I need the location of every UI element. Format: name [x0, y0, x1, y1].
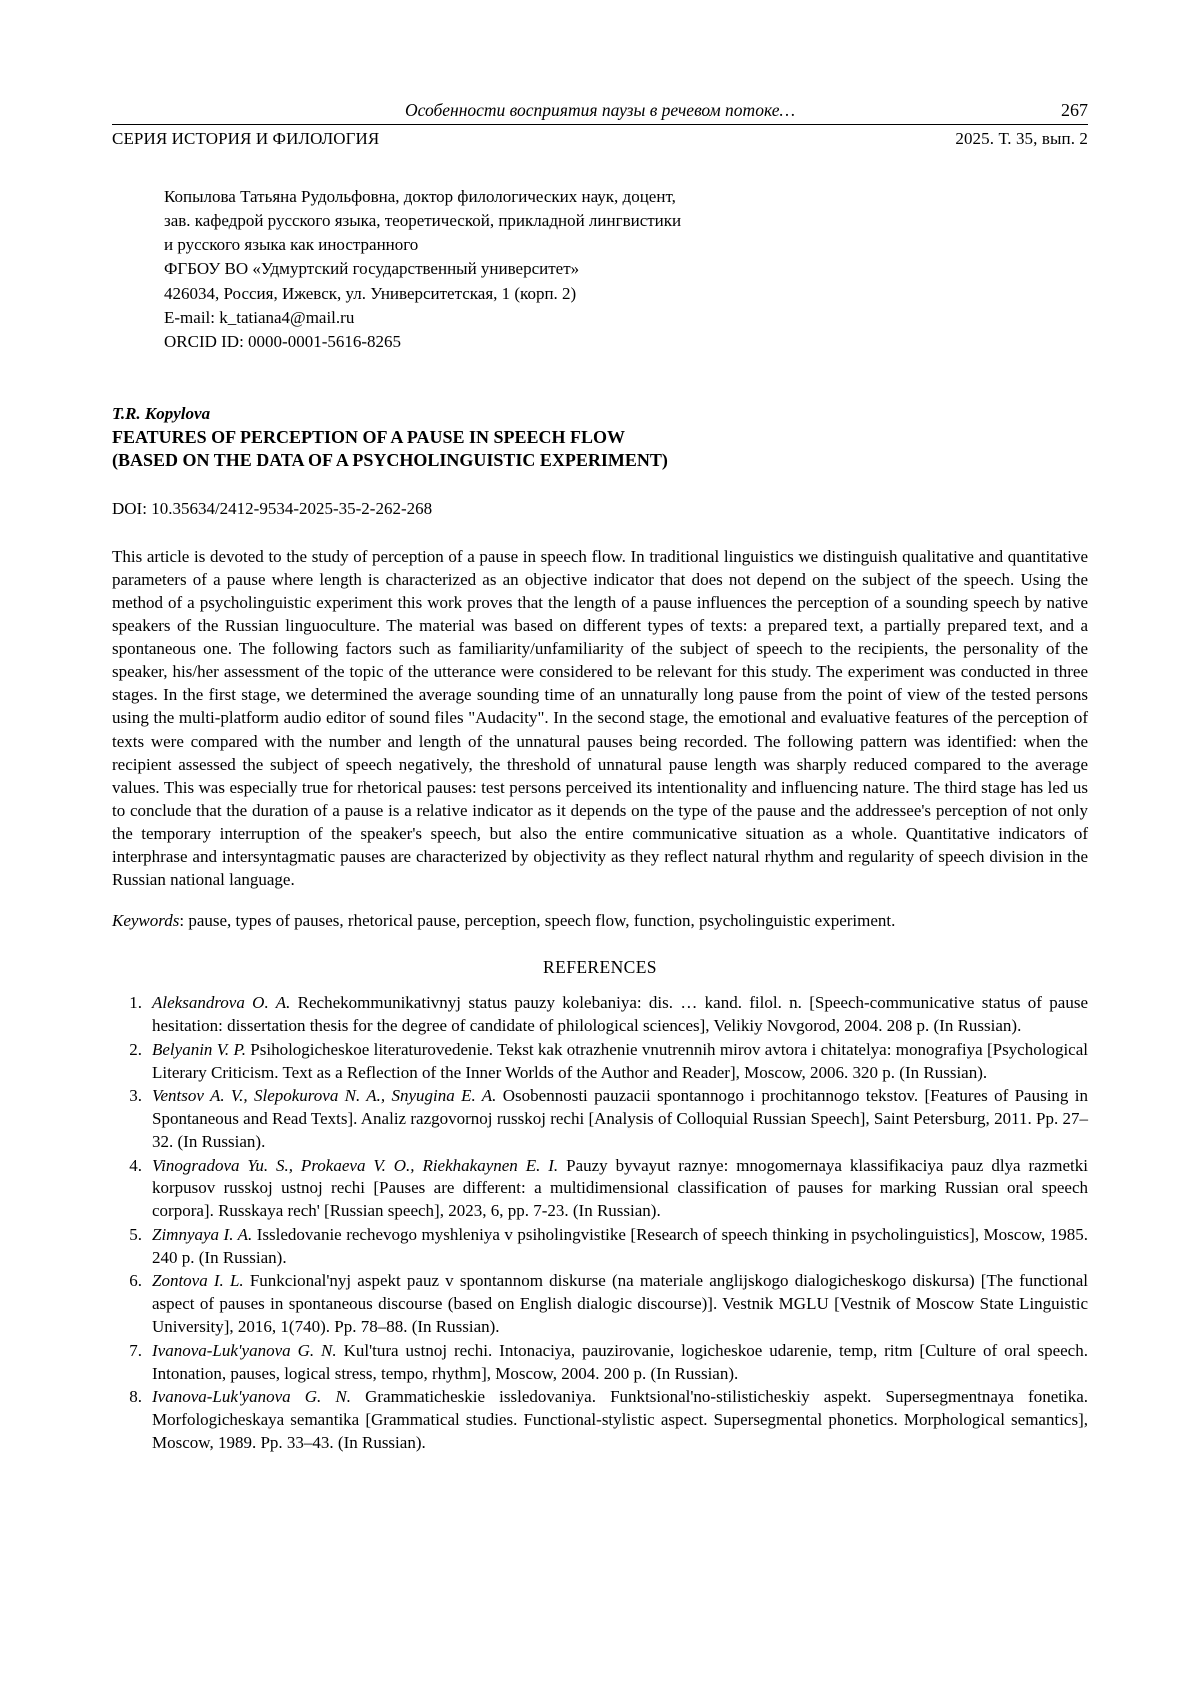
reference-text — [152, 1085, 1088, 1153]
abstract-text: This article is devoted to the study of perception of a pause in speech flow. In traditional linguistics we distinguish qualitative and quantitative parameters of a pause where length is characterized as an objective indicator that does not depend on the subject of the speech. Using the method of a psycholinguistic experiment this work proves that the length of a pause influences the perception of a sounding speech by native speakers of the Russian linguoculture. The material was based on different types of texts: a prepared text, a partially prepared text, and a spontaneous one. The following factors such as familiarity/unfamiliarity of the subject of speech to the recipients, the personality of the speaker, his/her assessment of the topic of the utterance were considered to be relevant for this study. The experiment was conducted in three stages. In the first stage, we determined the average sounding time of an unnaturally long pause from the point of view of the tested persons using the multi-platform audio editor of sound files "Audacity". In the second stage, the emotional and evaluative features of the perception of texts were compared with the number and length of the unnatural pauses being recorded. The following pattern was identified: when the recipient assessed the subject of speech negatively, the threshold of unnatural pause length was sharply reduced compared to the average values. This was especially true for rhetorical pauses: test persons perceived its intentionality and influencing nature. The third stage has led us to conclude that the duration of a pause is a relative indicator as it depends on the type of the pause and the addressee's perception of not only the temporary interruption of the speaker's speech, but also the entire communicative situation as a whole. Quantitative indicators of interphrase and intersyntagmatic pauses are characterized by objectivity as they reflect natural rhythm and regularity of speech division in the Russian national language. — [112, 546, 1088, 890]
reference-rest: Grammaticheskie issledovaniya. Funktsional'no-stilisticheskiy aspekt. Supersegmentnaya fonetika. Morfologicheskaya semantika [Grammatical studies. Functional-stylistic aspect. Supersegmental phonetics. Morphological semantics], Moscow, 1989. Pp. 33–43. (In Russian). — [152, 1387, 1088, 1452]
reference-number: 6. — [129, 1271, 142, 1291]
page-number: 267 — [1061, 100, 1088, 120]
author-name-line: Копылова Татьяна Рудольфовна, доктор филологических наук, доцент, — [164, 187, 676, 206]
reference-item — [112, 1155, 1088, 1223]
reference-authors: Ivanova-Luk'yanova G. N. — [152, 1387, 352, 1407]
reference-text — [152, 992, 1088, 1038]
author-position-line-2: и русского языка как иностранного — [164, 235, 419, 255]
reference-text — [152, 1224, 1088, 1270]
reference-rest: Funkcional'nyj aspekt pauz v spontannom diskurse (na materiale anglijskogo dialogicheskogo diskursa) [The functional aspect of pauses in spontaneous discourse (based on English dialogic discourse)]. Vestnik MGLU [Vestnik of Moscow State Linguistic University], 2016, 1(740). Pp. 78–88. (In Russian). — [152, 1271, 1088, 1337]
reference-rest: Osobennosti pauzacii spontannogo i prochitannogo tekstov. [Features of Pausing in Spontaneous and Read Texts]. Analiz razgovornoj russkoj rechi [Analysis of Colloquial Russian Speech], Saint Petersburg, 2011. Pp. 27–32. (In Russian). — [152, 1086, 1088, 1151]
author-email: E-mail: k_tatiana4@mail.ru — [164, 307, 355, 327]
reference-item — [112, 992, 1088, 1038]
english-title-block — [112, 404, 1088, 519]
journal-issue: 2025. Т. 35, вып. 2 — [955, 129, 1088, 148]
reference-authors: Vinogradova Yu. S., Prokaeva V. O., Riekhakaynen E. I. — [152, 1155, 559, 1175]
references-list — [112, 992, 1088, 1454]
reference-number: 3. — [129, 1086, 142, 1106]
article-title — [112, 426, 1088, 473]
reference-rest: Pauzy byvayut raznye: mnogomernaya klassifikaciya pauz dlya razmetki korpusov russkoj ustnoj rechi [Pauses are different: a multidimensional classification of pauses for marking Russian oral speech corpora]. Russkaya rech' [Russian speech], 2023, 6, pp. 7-23. (In Russian). — [152, 1155, 1088, 1221]
reference-authors: Belyanin V. P. — [152, 1039, 246, 1059]
reference-authors: Ivanova-Luk'yanova G. N. — [152, 1340, 337, 1360]
reference-number: 2. — [129, 1039, 142, 1059]
reference-number: 5. — [129, 1224, 142, 1244]
author-address: 426034, Россия, Ижевск, ул. Университетская, 1 (корп. 2) — [164, 283, 577, 303]
reference-number: 4. — [129, 1155, 142, 1175]
reference-text — [152, 1340, 1088, 1386]
reference-authors: Aleksandrova O. A. — [152, 993, 291, 1013]
reference-item — [112, 1270, 1088, 1338]
references-heading: REFERENCES — [543, 957, 657, 978]
keywords-line — [112, 911, 1088, 931]
running-head-title: Особенности восприятия паузы в речевом потоке… — [404, 100, 796, 120]
reference-rest: Psihologicheskoe literaturovedenie. Tekst kak otrazhenie vnutrennih mirov avtora i chitatelya: monografiya [Psychological Literary Criticism. Text as a Reflection of the Inner Worlds of the Author and Reader], Moscow, 2006. 320 p. (In Russian). — [152, 1039, 1088, 1082]
reference-authors: Zontova I. L. — [152, 1271, 244, 1291]
reference-item — [112, 1340, 1088, 1386]
author-orcid: ORCID ID: 0000-0001-5616-8265 — [164, 331, 402, 351]
author-position-line-1: зав. кафедрой русского языка, теоретической, прикладной лингвистики — [164, 211, 682, 231]
reference-item — [112, 1085, 1088, 1153]
running-head — [112, 100, 1088, 124]
author-institution: ФГБОУ ВО «Удмуртский государственный университет» — [164, 259, 580, 279]
reference-rest: Kul'tura ustnoj rechi. Intonaciya, pauzirovanie, logicheskoe udarenie, temp, ritm [Culture of oral speech. Intonation, pauses, logical stress, tempo, rhythm], Moscow, 2004. 200 p. (In Russian). — [152, 1340, 1088, 1383]
article-title-line-1: FEATURES OF PERCEPTION OF A PAUSE IN SPEECH FLOW — [112, 426, 626, 447]
reference-number: 8. — [129, 1387, 142, 1407]
reference-text — [152, 1270, 1088, 1338]
keywords-text: : pause, types of pauses, rhetorical pause, perception, speech flow, function, psycholinguistic experiment. — [179, 911, 896, 931]
doi-line: DOI: 10.35634/2412-9534-2025-35-2-262-268 — [112, 498, 433, 518]
reference-number: 1. — [129, 993, 142, 1013]
reference-item — [112, 1386, 1088, 1454]
reference-number: 7. — [129, 1340, 142, 1360]
english-author-name: T.R. Kopylova — [112, 403, 211, 423]
reference-authors: Zimnyaya I. A. — [152, 1224, 253, 1244]
reference-rest: Rechekommunikativnyj status pauzy kolebaniya: dis. … kand. filol. n. [Speech-communicative status of pause hesitation: dissertation thesis for the degree of candidate of philological sciences], Velikiy Novgorod, 2004. 208 p. (In Russian). — [152, 993, 1088, 1036]
article-title-line-2: (BASED ON THE DATA OF A PSYCHOLINGUISTIC EXPERIMENT) — [112, 450, 668, 471]
journal-line — [112, 125, 1088, 149]
journal-series: СЕРИЯ ИСТОРИЯ И ФИЛОЛОГИЯ — [112, 129, 380, 148]
reference-authors: Ventsov A. V., Slepokurova N. A., Snyugina E. A. — [152, 1086, 497, 1106]
reference-item — [112, 1224, 1088, 1270]
keywords-label: Keywords — [112, 911, 180, 931]
reference-text — [152, 1155, 1088, 1223]
reference-text — [152, 1386, 1088, 1454]
author-affiliation-block — [164, 185, 1088, 354]
reference-text — [152, 1039, 1088, 1085]
reference-rest: Issledovanie rechevogo myshleniya v psiholingvistike [Research of speech thinking in psycholinguistics], Moscow, 1985. 240 p. (In Russian). — [152, 1224, 1088, 1267]
reference-item — [112, 1039, 1088, 1085]
